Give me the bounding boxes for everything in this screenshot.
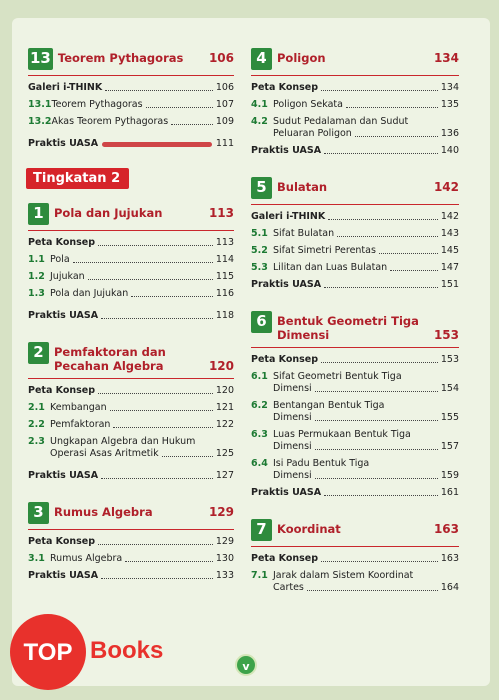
toc-section-1-1[interactable]: 1.1 Pola 114 (28, 254, 234, 265)
chapter-header[interactable] (28, 342, 234, 379)
toc-entry-peta-konsep[interactable]: Peta Konsep 113 (28, 237, 234, 248)
chapter-title: Rumus Algebra (54, 505, 153, 519)
chapter-title: Pola dan Jujukan (54, 206, 163, 220)
chapter-page: 134 (433, 51, 459, 65)
toc-entry-praktis[interactable]: Praktis UASA 111 (28, 138, 234, 149)
toc-left-column (28, 48, 234, 588)
toc-entry-peta-konsep[interactable]: Peta Konsep 134 (251, 82, 459, 93)
chapter-title: Bulatan (277, 180, 328, 194)
logo-books-text: Books (90, 637, 164, 664)
chapter-7 (251, 519, 459, 594)
chapter-header[interactable] (28, 203, 234, 231)
toc-section-5-3[interactable]: 5.3 Lilitan dan Luas Bulatan 147 (251, 262, 459, 273)
toc-section-1-3[interactable]: 1.3 Pola dan Jujukan 116 (28, 288, 234, 299)
toc-section-6-2[interactable]: 6.2 Bentangan Bentuk Tiga Dimensi 155 (251, 400, 459, 423)
chapter-title: Pemfaktoran dan Pecahan Algebra (54, 345, 166, 373)
chapter-number-badge: 7 (251, 519, 272, 541)
page-number-badge: v (235, 654, 257, 676)
chapter-number-badge: 3 (28, 502, 49, 524)
chapter-header[interactable] (251, 519, 459, 547)
chapter-header[interactable] (28, 48, 234, 76)
chapter-header[interactable] (251, 311, 459, 348)
chapter-5 (251, 177, 459, 291)
chapter-header[interactable] (251, 48, 459, 76)
chapter-header[interactable] (251, 177, 459, 205)
chapter-number-badge: 5 (251, 177, 272, 199)
toc-entry-peta-konsep[interactable]: Peta Konsep 129 (28, 536, 234, 547)
chapter-1 (28, 203, 234, 322)
toc-entry-peta-konsep[interactable]: Peta Konsep 163 (251, 553, 459, 564)
logo-top-text: TOP (23, 639, 73, 666)
toc-entry-praktis[interactable]: Praktis UASA 118 (28, 310, 234, 321)
toc-entry-praktis[interactable]: Praktis UASA 140 (251, 145, 459, 156)
toc-section-1-2[interactable]: 1.2 Jujukan 115 (28, 271, 234, 282)
toc-entry-galeri[interactable]: Galeri i-THINK 142 (251, 211, 459, 222)
form-level-banner: Tingkatan 2 (26, 168, 129, 189)
chapter-page: 142 (433, 180, 459, 194)
toc-section-4-2[interactable]: 4.2 Sudut Pedalaman dan Sudut Peluaran Poligon 136 (251, 116, 459, 139)
toc-entry-praktis[interactable]: Praktis UASA 161 (251, 487, 459, 498)
chapter-number-badge: 13 (28, 48, 53, 70)
topbooks-logo (8, 608, 198, 692)
toc-entry-peta-konsep[interactable]: Peta Konsep 153 (251, 354, 459, 365)
toc-section-2-2[interactable]: 2.2 Pemfaktoran 122 (28, 419, 234, 430)
chapter-6 (251, 311, 459, 499)
chapter-number-badge: 2 (28, 342, 49, 364)
toc-section-13-1[interactable]: 13.1 Teorem Pythagoras 107 (28, 99, 234, 110)
toc-right-column (251, 48, 459, 600)
chapter-number-badge: 4 (251, 48, 272, 70)
chapter-page: 163 (433, 522, 459, 536)
chapter-title: Koordinat (277, 522, 341, 536)
chapter-title: Teorem Pythagoras (57, 51, 184, 65)
chapter-page: 129 (208, 505, 234, 519)
chapter-title: Bentuk Geometri Tiga Dimensi (277, 314, 419, 342)
toc-section-5-1[interactable]: 5.1 Sifat Bulatan 143 (251, 228, 459, 239)
toc-section-6-4[interactable]: 6.4 Isi Padu Bentuk Tiga Dimensi 159 (251, 458, 459, 481)
toc-section-3-1[interactable]: 3.1 Rumus Algebra 130 (28, 553, 234, 564)
chapter-3 (28, 502, 234, 582)
toc-entry-praktis[interactable]: Praktis UASA 133 (28, 570, 234, 581)
toc-entry-praktis[interactable]: Praktis UASA 151 (251, 279, 459, 290)
toc-section-6-3[interactable]: 6.3 Luas Permukaan Bentuk Tiga Dimensi 157 (251, 429, 459, 452)
chapter-4 (251, 48, 459, 157)
toc-entry-galeri[interactable]: Galeri i-THINK 106 (28, 82, 234, 93)
chapter-header[interactable] (28, 502, 234, 530)
chapter-page: 153 (433, 328, 459, 342)
toc-section-5-2[interactable]: 5.2 Sifat Simetri Perentas 145 (251, 245, 459, 256)
chapter-page: 106 (208, 51, 234, 65)
chapter-13 (28, 48, 234, 150)
toc-entry-peta-konsep[interactable]: Peta Konsep 120 (28, 385, 234, 396)
toc-section-6-1[interactable]: 6.1 Sifat Geometri Bentuk Tiga Dimensi 154 (251, 371, 459, 394)
chapter-number-badge: 1 (28, 203, 49, 225)
toc-section-2-3[interactable]: 2.3 Ungkapan Algebra dan Hukum Operasi Asas Aritmetik 125 (28, 436, 234, 459)
toc-section-2-1[interactable]: 2.1 Kembangan 121 (28, 402, 234, 413)
chapter-2 (28, 342, 234, 482)
toc-section-7-1[interactable]: 7.1 Jarak dalam Sistem Koordinat Cartes 164 (251, 570, 459, 593)
chapter-page: 113 (208, 206, 234, 220)
chapter-title: Poligon (277, 51, 326, 65)
decorative-bar (102, 142, 212, 147)
chapter-number-badge: 6 (251, 311, 272, 333)
toc-entry-praktis[interactable]: Praktis UASA 127 (28, 470, 234, 481)
toc-section-4-1[interactable]: 4.1 Poligon Sekata 135 (251, 99, 459, 110)
chapter-page: 120 (208, 359, 234, 373)
toc-section-13-2[interactable]: 13.2 Akas Teorem Pythagoras 109 (28, 116, 234, 127)
